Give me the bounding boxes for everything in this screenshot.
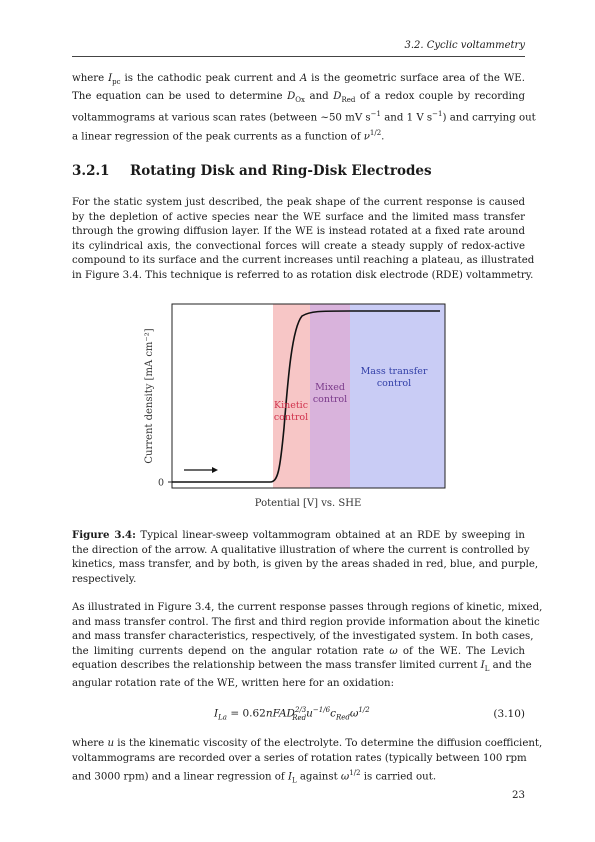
- kinetic-control-label-2: control: [273, 412, 309, 423]
- paragraph-2-line: For the static system just described, the peak shape of the current response is caused: [72, 197, 525, 208]
- section-number: 3.2.1: [72, 163, 110, 179]
- equation-number: (3.10): [493, 708, 525, 720]
- paragraph-2-line: through the growing diffusion layer. If the WE is instead rotated at a fixed rate around: [72, 226, 525, 238]
- kinetic-region: [273, 304, 310, 488]
- paragraph-4-line: voltammograms are recorded over a series of rotation rates (typically between 100 rpm: [72, 752, 527, 764]
- paragraph-4-line: where u is the kinematic viscosity of the electrolyte. To determine the diffusion coefficient,: [72, 738, 543, 749]
- header-rule: [72, 56, 525, 57]
- kinetic-control-label-1: Kinetic: [273, 400, 309, 411]
- mass-transfer-label-1: Mass transfer: [360, 366, 428, 377]
- x-axis-label: Potential [V] vs. SHE: [254, 498, 362, 509]
- paragraph-1-line: where $I_{pc}$ is the cathodic peak current and A is the geometric surface area of the WE.: [72, 73, 525, 87]
- mass-transfer-label-2: control: [376, 378, 412, 389]
- paragraph-4-line: and 3000 rpm) and a linear regression of $I_L$ against $\omega^{1/2}$ is carried out.: [72, 769, 437, 785]
- paragraph-3: [72, 601, 543, 692]
- caption-line: [72, 528, 525, 544]
- section-title: Rotating Disk and Ring-Disk Electrodes: [130, 163, 432, 179]
- mixed-control-label-2: control: [312, 394, 348, 405]
- paragraph-3-line: the limiting currents depend on the angular rotation rate ω of the WE. The Levich: [72, 645, 525, 657]
- paragraph-3-line: angular rotation rate of the WE, written here for an oxidation:: [72, 678, 395, 689]
- figure-caption: [72, 528, 539, 587]
- paragraph-3-line: and mass transfer control. The first and third region provide information about the kinetic: [72, 616, 540, 628]
- caption-line: the direction of the arrow. A qualitative illustration of where the current is controlled by: [72, 544, 530, 556]
- paragraph-4: [72, 737, 543, 788]
- running-head: 3.2. Cyclic voltammetry: [404, 40, 525, 51]
- section-heading: [72, 163, 432, 179]
- paragraph-2-line: its cylindrical axis, the convectional forces will create a steady supply of redox-active: [72, 240, 525, 252]
- mass-transfer-region: [350, 304, 445, 488]
- paragraph-1-line: The equation can be used to determine $D_{Ox}$ and $D_{Red}$ of a redox couple by recording: [72, 90, 525, 104]
- paragraph-1-line: voltammograms at various scan rates (between ∼50 mV $s^{-1}$ and 1 V $s^{-1}$) and carrying out: [72, 110, 536, 124]
- paragraph-2: [72, 196, 535, 284]
- paragraph-1-line: a linear regression of the peak currents as a function of $\nu^{1/2}$.: [72, 129, 385, 143]
- paragraph-3-line: equation describes the relationship between the mass transfer limited current $I_L$ and the: [72, 660, 532, 674]
- paragraph-2-line: compound to its surface and the current increases until reaching a plateau, as illustrated: [72, 255, 535, 267]
- y-tick-label: 0: [157, 477, 164, 489]
- paragraph-2-line: in Figure 3.4. This technique is referred to as rotation disk electrode (RDE) voltammetry.: [72, 269, 534, 281]
- paragraph-3-line: As illustrated in Figure 3.4, the current response passes through regions of kinetic, mixed,: [72, 602, 543, 613]
- levich-equation: [72, 706, 525, 726]
- caption-line: respectively.: [72, 573, 137, 585]
- mixed-control-label-1: Mixed: [315, 382, 345, 393]
- caption-label: Figure 3.4:: [72, 529, 136, 541]
- equation-formula: $I_{La}$ = $0.62nFAD^{2/3}_{Red}u^{-1/6}c_{Red}\omega^{1/2}$: [214, 706, 370, 722]
- page-number: 23: [512, 790, 525, 801]
- caption-line: kinetics, mass transfer, and by both, is given by the areas shaded in red, blue, and purple,: [72, 559, 539, 571]
- caption-text: Typical linear-sweep voltammogram obtained at an RDE by sweeping in: [135, 530, 525, 541]
- paragraph-3-line: and mass transfer characteristics, respectively, of the investigated system. In both cases,: [72, 631, 534, 643]
- paragraph-2-line: by the depletion of active species near the WE surface and the limited mass transfer: [72, 211, 525, 223]
- y-axis-label: Current density [mA cm⁻²]: [144, 328, 155, 464]
- arrow-head: [212, 467, 218, 473]
- rde-voltammogram-figure: [140, 298, 450, 513]
- paragraph-1: [72, 72, 536, 145]
